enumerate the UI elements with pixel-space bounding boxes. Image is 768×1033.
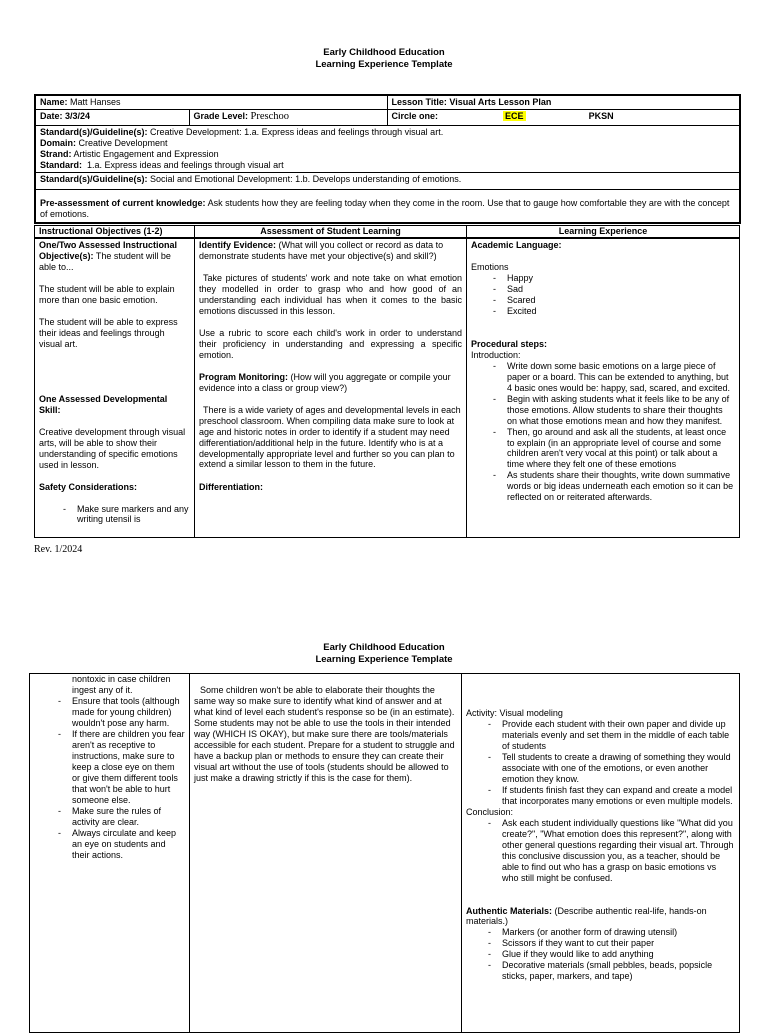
circle-option-pksn: PKSN bbox=[588, 110, 614, 121]
main-table-page-1 bbox=[34, 225, 740, 538]
introduction-label: Introduction: bbox=[471, 349, 521, 360]
learning-column-continued: Activity: Visual modeling - Provide each student with their own paper and divide up materials evenly and set them in the middle of each table of students - Tell students to create a drawing of something they would associate with one of the emotions, or even another emotion they know. - If students finish fast they can expand and create a model that incorporates many emotions or even multiple models. Conclusion: - Ask each student individually questions like "What did you create?", "What emotion does this represent?", along with other general questions regarding their visual art. Through this conclusive discussion you, as a teacher, should be able to find out who has a grasp on basic emotions vs who still might be confused. Authentic Materials: (Describe authentic real-life, hands-on materials.) - Markers (or another form of drawing utensil) - Scissors if they want to cut their paper - Glue if they would like to add anything - Decorative materials (small pebbles, beads, popsicle sticks, paper, markers, and tape) bbox=[462, 674, 740, 1033]
header-line-2: Learning Experience Template bbox=[315, 59, 453, 70]
material-item: - Glue if they would like to add anything bbox=[474, 949, 735, 960]
assessment-column: Identify Evidence: (What will you collect or record as data to demonstrate students have met your objective(s) and skill?) Take pictures of students' work and note take on what emotion they modelled in order to grasp who and how good of an understanding each individual has when it comes to the basic emotions discussed in this lesson. Use a rubric to score each child's work in order to understand their proficiency in understanding and expressing a specific emotion. Program Monitoring: (How will you aggregate or compile your evidence into a class or group view?) There is a wide variety of ages and developmental levels in each preschool classroom. When compiling data make sure to look at age and historic notes in order to identify if a student may need differentiation/additional help in the future. Identify who is at a developmentally appropriate level and further so you can plan to extend a similar lesson to them in the future. Differentiation: bbox=[195, 238, 467, 538]
header-line-2: Learning Experience Template bbox=[315, 654, 453, 665]
identify-paragraph-1: Take pictures of students' work and note take on what emotion they modelled in order to grasp who and how good of an understanding each individual has when it comes to the basic emotions discussed in this lesson. bbox=[199, 272, 462, 316]
name-value: Matt Hanses bbox=[70, 97, 121, 107]
developmental-skill-label: One Assessed Developmental Skill: bbox=[39, 393, 168, 415]
activity-step: - If students finish fast they can expand and create a model that incorporates many emotions or even multiple models. bbox=[474, 785, 735, 807]
developmental-skill-text: Creative development through visual arts, will be able to show their understanding of specific emotions used in lesson. bbox=[39, 426, 186, 470]
header-line-1: Early Childhood Education bbox=[323, 47, 445, 58]
lesson-title-value: Visual Arts Lesson Plan bbox=[449, 97, 552, 107]
safety-item-continued: nontoxic in case children ingest any of it. bbox=[72, 674, 171, 695]
circle-option-ece: ECE bbox=[505, 110, 524, 121]
emotion-item: - Excited bbox=[479, 306, 735, 317]
info-table bbox=[34, 94, 741, 224]
revision-footer: Rev. 1/2024 bbox=[34, 544, 83, 555]
activity-step: - Tell students to create a drawing of something they would associate with one of the emotions, or even another emotion they know. bbox=[474, 752, 735, 785]
date-value: 3/3/24 bbox=[65, 110, 91, 121]
safety-item: - Ensure that tools (although made for young children) wouldn't pose any harm. bbox=[44, 696, 185, 729]
main-table-page-2 bbox=[29, 673, 740, 1033]
material-item: - Markers (or another form of drawing utensil) bbox=[474, 927, 735, 938]
activity-step: - Provide each student with their own paper and divide up materials evenly and set them in the middle of each table of students bbox=[474, 719, 735, 752]
date-cell: Date: 3/3/24 bbox=[35, 109, 189, 125]
identify-paragraph-2: Use a rubric to score each child's work in order to understand their proficiency in understanding and expressing a specific emotion. bbox=[199, 327, 462, 360]
standard-2-cell: Standard(s)/Guideline(s): Social and Emotional Development: 1.b. Develops understanding of emotions. bbox=[35, 172, 740, 189]
emotion-item: - Happy bbox=[479, 273, 735, 284]
grade-value: Preschoo bbox=[250, 110, 290, 122]
differentiation-label: Differentiation: bbox=[199, 482, 263, 493]
grade-cell: Grade Level: Preschoo bbox=[189, 109, 387, 125]
objective-2: The student will be able to express their ideas and feelings through visual art. bbox=[39, 316, 178, 349]
column-header-assessment: Assessment of Student Learning bbox=[195, 226, 467, 238]
material-item: - Scissors if they want to cut their paper bbox=[474, 938, 735, 949]
intro-step: - Write down some basic emotions on a large piece of paper or a board. This can be extended to anything, but 4 basic ones would be: happy, sad, scared, and excited. bbox=[479, 361, 735, 394]
name-cell: Name: Matt Hanses bbox=[35, 95, 387, 109]
intro-step: - As students share their thoughts, write down summative words or big ideas underneath each emotion so it can be reflected on or reiterated afterwards. bbox=[479, 470, 735, 503]
procedural-steps-label: Procedural steps: bbox=[471, 338, 548, 349]
objectives-column: One/Two Assessed Instructional Objective(s): The student will be able to... The student will be able to explain more than one basic emotion. The student will be able to express their ideas and feelings through visual art. One Assessed Developmental Skill: Creative development through visual arts, will be able to show their understanding of specific emotions used in lesson. Safety Considerations: - Make sure markers and any writing utensil is bbox=[35, 238, 195, 538]
learning-column bbox=[467, 238, 740, 538]
safety-item: - If there are children you fear aren't as receptive to instructions, make sure to keep a close eye on them or give them different tools that won't be able to hurt someone else. bbox=[44, 729, 185, 806]
activity-label: Activity: Visual modeling bbox=[466, 708, 563, 718]
standard-1-cell: Standard(s)/Guideline(s): Creative Development: 1.a. Express ideas and feelings through visual art. Domain: Creative Development Strand: Artistic Engagement and Expression Standard: 1.a. Express ideas and feelings through visual art bbox=[35, 125, 740, 172]
objective-1: The student will be able to explain more than one basic emotion. bbox=[39, 283, 175, 305]
monitor-paragraph: There is a wide variety of ages and developmental levels in each preschool classroom. When compiling data make sure to look at age and historic notes in order to identify if a student may need differentiation/additional help in the future. Identify who is at a developmentally appropriate level and further so you can plan to extend a similar lesson to them in the future. bbox=[199, 404, 461, 470]
safety-item: - Always circulate and keep an eye on students and their actions. bbox=[44, 828, 185, 861]
intro-step: - Then, go around and ask all the students, at least once to explain (in an appropriate level of course and some children aren't very vocal at this point) or talk about a time where they felt one of these emotions bbox=[479, 427, 735, 471]
page-2-header bbox=[0, 642, 768, 666]
page-1-header bbox=[0, 47, 768, 71]
conclusion-step: - Ask each student individually questions like "What did you create?", "What emotion does this represent?", along with other general questions regarding their visual art. Through this conclusive discussion you, as a teacher, should be able to find out who has a grasp on basic emotions vs who still might be confused. bbox=[474, 818, 735, 884]
emotions-label: Emotions bbox=[471, 261, 509, 272]
intro-step: - Begin with asking students what it feels like to be any of those emotions. Allow students to share their thoughts on what those emotions mean and how they manifest. bbox=[479, 394, 735, 427]
column-header-learning: Learning Experience bbox=[467, 226, 740, 238]
differentiation-paragraph-2: Some students may not be able to use the tools in their intended way (WHICH IS OKAY), but make sure there are tools/materials accessible for each student. Prepare for a student to struggle and have a backup plan or methods to ensure they can create their visual art without the use of tools (students should be allowed to just make a drawing strictly if this is the case for them). bbox=[194, 717, 455, 783]
material-item: - Decorative materials (small pebbles, beads, popsicle sticks, paper, markers, and tape) bbox=[474, 960, 735, 982]
safety-item: - Make sure the rules of activity are clear. bbox=[44, 806, 185, 828]
safety-label: Safety Considerations: bbox=[39, 481, 138, 492]
header-line-1: Early Childhood Education bbox=[323, 642, 445, 653]
conclusion-label: Conclusion: bbox=[466, 806, 514, 817]
objectives-column-continued bbox=[30, 674, 190, 1033]
column-header-objectives: Instructional Objectives (1-2) bbox=[35, 226, 195, 238]
differentiation-paragraph-1: Some children won't be able to elaborate their thoughts the same way so make sure to identify what kind of answer and at what kind of level each student's response so be (in an estimate). bbox=[194, 685, 455, 717]
pre-assessment-cell: Pre-assessment of current knowledge: Ask students how they are feeling today when they come in the room. Use that to gauge how comfortable they are with the concept of emotions. bbox=[40, 197, 730, 219]
emotion-item: - Scared bbox=[479, 295, 735, 306]
lesson-title-cell: Lesson Title: Visual Arts Lesson Plan bbox=[387, 95, 740, 109]
emotion-item: - Sad bbox=[479, 284, 735, 295]
academic-language-label: Academic Language: bbox=[471, 239, 562, 250]
safety-item: - Make sure markers and any writing utensil is bbox=[49, 504, 190, 526]
circle-cell: Circle one: ECE PKSN bbox=[387, 109, 740, 125]
assessment-column-continued bbox=[190, 674, 462, 1033]
